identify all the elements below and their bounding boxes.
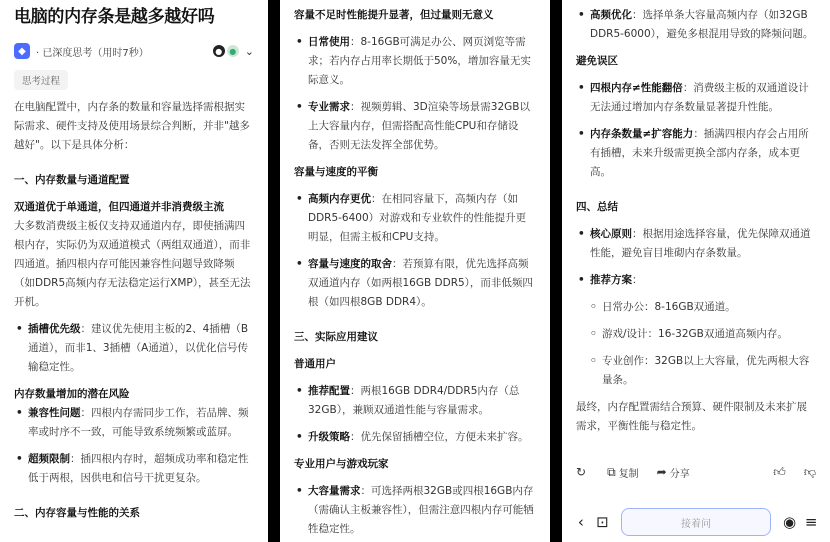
list-item: ◦ 专业创作：32GB以上大容量，优先两根大容量条。 (576, 352, 816, 390)
screenshot-panel-3 (562, 0, 830, 542)
thumbs-up-icon[interactable]: 👍︎ (773, 464, 786, 479)
list-item: • 超频限制：插四根内存时，超频成功率和稳定性低于两根，因供电和信号干扰更复杂。 (14, 450, 254, 488)
voice-icon[interactable]: ◉ (783, 513, 797, 531)
think-process-toggle[interactable]: 思考过程 (14, 70, 68, 90)
copy-icon: ⧉ (607, 464, 616, 479)
screenshot-panel-2 (280, 0, 550, 542)
list-item: • 推荐配置：两根16GB DDR4/DDR5内存（总32GB），兼顾双通道性能与容量需求。 (294, 382, 536, 420)
bullet-list (294, 190, 536, 312)
list-item: • 内存条数量≠扩容能力：插满四根内存会占用所有插槽，未来升级需更换全部内存条，成本更高。 (576, 125, 816, 182)
share-icon: ➦ (656, 465, 667, 479)
list-item: • 升级策略：优先保留插槽空位，方便未来扩容。 (294, 428, 536, 447)
paragraph: 大多数消费级主板仅支持双通道内存，即使插满四根内存，实际仍为双通道模式（两组双通道），而非四通道。插四根内存可能因兼容性问题导致降频（如DDR5高频内存无法稳定运行XMP），甚至无法开机。 (14, 220, 251, 308)
list-item: • 核心原则：根据用途选择容量，优先保障双通道性能，避免盲目堆砌内存条数量。 (576, 225, 816, 263)
regenerate-button[interactable] (576, 465, 589, 479)
sub-heading: 普通用户 (294, 358, 336, 370)
bullet-list (576, 6, 816, 44)
chevron-down-icon[interactable]: ⌄ (244, 44, 254, 58)
source-avatar-icon: ● (227, 45, 239, 57)
list-item: • 大容量需求：可选择两根32GB或四根16GB内存（需确认主板兼容性），但需注意四根内存可能牺牲稳定性。 (294, 482, 536, 539)
message-actions (576, 462, 816, 482)
bullet-list (294, 482, 536, 539)
section-heading: 一、内存数量与通道配置 (14, 174, 130, 186)
deep-think-status: · 已深度思考（用时7秒） (36, 47, 149, 59)
refresh-icon: ↻ (576, 465, 587, 479)
source-avatar-icon: ● (213, 45, 225, 57)
sub-heading: 专业用户与游戏玩家 (294, 458, 389, 470)
sub-heading: 容量不足时性能提升显著，但过量则无意义 (294, 9, 494, 21)
copy-button[interactable]: ⧉ 复制 (607, 464, 639, 480)
bullet-list (14, 404, 254, 488)
deepseek-logo-icon: ◆ (14, 43, 30, 59)
back-icon[interactable]: ‹ (577, 513, 584, 531)
section-heading: 二、内存容量与性能的关系 (14, 507, 140, 519)
menu-icon[interactable]: ≡ (804, 513, 818, 531)
source-avatars (213, 45, 254, 58)
list-item: • 推荐方案： (576, 271, 816, 290)
sub-heading: 内存数量增加的潜在风险 (14, 388, 130, 400)
deep-think-status-row[interactable] (14, 38, 254, 64)
thumbs-down-icon[interactable]: 👎︎ (803, 464, 816, 479)
bullet-list (294, 33, 536, 155)
sub-heading: 容量与速度的平衡 (294, 166, 378, 178)
section-heading: 四、总结 (576, 201, 618, 213)
section-heading: 三、实际应用建议 (294, 331, 378, 343)
bottom-bar (562, 505, 830, 539)
ask-input[interactable]: 接着问 (621, 508, 770, 536)
sub-heading: 避免误区 (576, 55, 618, 67)
sub-heading: 双通道优于单通道，但四通道并非消费级主流 (14, 201, 224, 213)
list-item: • 高频优化：选择单条大容量高频内存（如32GB DDR5-6000），避免多根混用导致的降频问题。 (576, 6, 816, 44)
answer-intro: 在电脑配置中，内存条的数量和容量选择需根据实际需求、硬件支持及使用场景综合判断，并非"越多越好"。以下是具体分析： (14, 101, 250, 151)
list-item: ◦ 日常办公：8-16GB双通道。 (576, 298, 816, 317)
list-item: • 四根内存≠性能翻倍：消费级主板的双通道设计无法通过增加内存条数量显著提升性能。 (576, 79, 816, 117)
chat-title: 电脑的内存条是越多越好吗 (14, 7, 215, 27)
list-item: • 插槽优先级：建议优先使用主板的2、4插槽（B通道），而非1、3插槽（A通道），以优化信号传输稳定性。 (14, 320, 254, 377)
conclusion-paragraph: 最终，内存配置需结合预算、硬件限制及未来扩展需求，平衡性能与稳定性。 (576, 401, 807, 432)
share-button[interactable]: ➦ 分享 (656, 465, 690, 480)
list-item: • 专业需求：视频剪辑、3D渲染等场景需32GB以上大容量内存，但需搭配高性能CPU和存储设备，否则无法发挥全部优势。 (294, 98, 536, 155)
bullet-list (294, 382, 536, 447)
bullet-list (576, 225, 816, 390)
screenshot-panel-1 (0, 0, 268, 542)
bullet-list (576, 79, 816, 182)
new-chat-icon[interactable]: ⊡ (596, 513, 609, 531)
bullet-list (14, 320, 254, 377)
list-item: • 高频内存更优：在相同容量下，高频内存（如DDR5-6400）对游戏和专业软件的性能提升更明显，但需主板和CPU支持。 (294, 190, 536, 247)
list-item: • 兼容性问题：四根内存需同步工作，若品牌、频率或时序不一致，可能导致系统频繁或蓝屏。 (14, 404, 254, 442)
list-item: ◦ 游戏/设计：16-32GB双通道高频内存。 (576, 325, 816, 344)
list-item: • 日常使用：8-16GB可满足办公、网页浏览等需求；若内存占用率长期低于50%，增加容量无实际意义。 (294, 33, 536, 90)
list-item: • 容量与速度的取舍：若预算有限，优先选择高频双通道内存（如两根16GB DDR5），而非低频四根（如四根8GB DDR4）。 (294, 255, 536, 312)
